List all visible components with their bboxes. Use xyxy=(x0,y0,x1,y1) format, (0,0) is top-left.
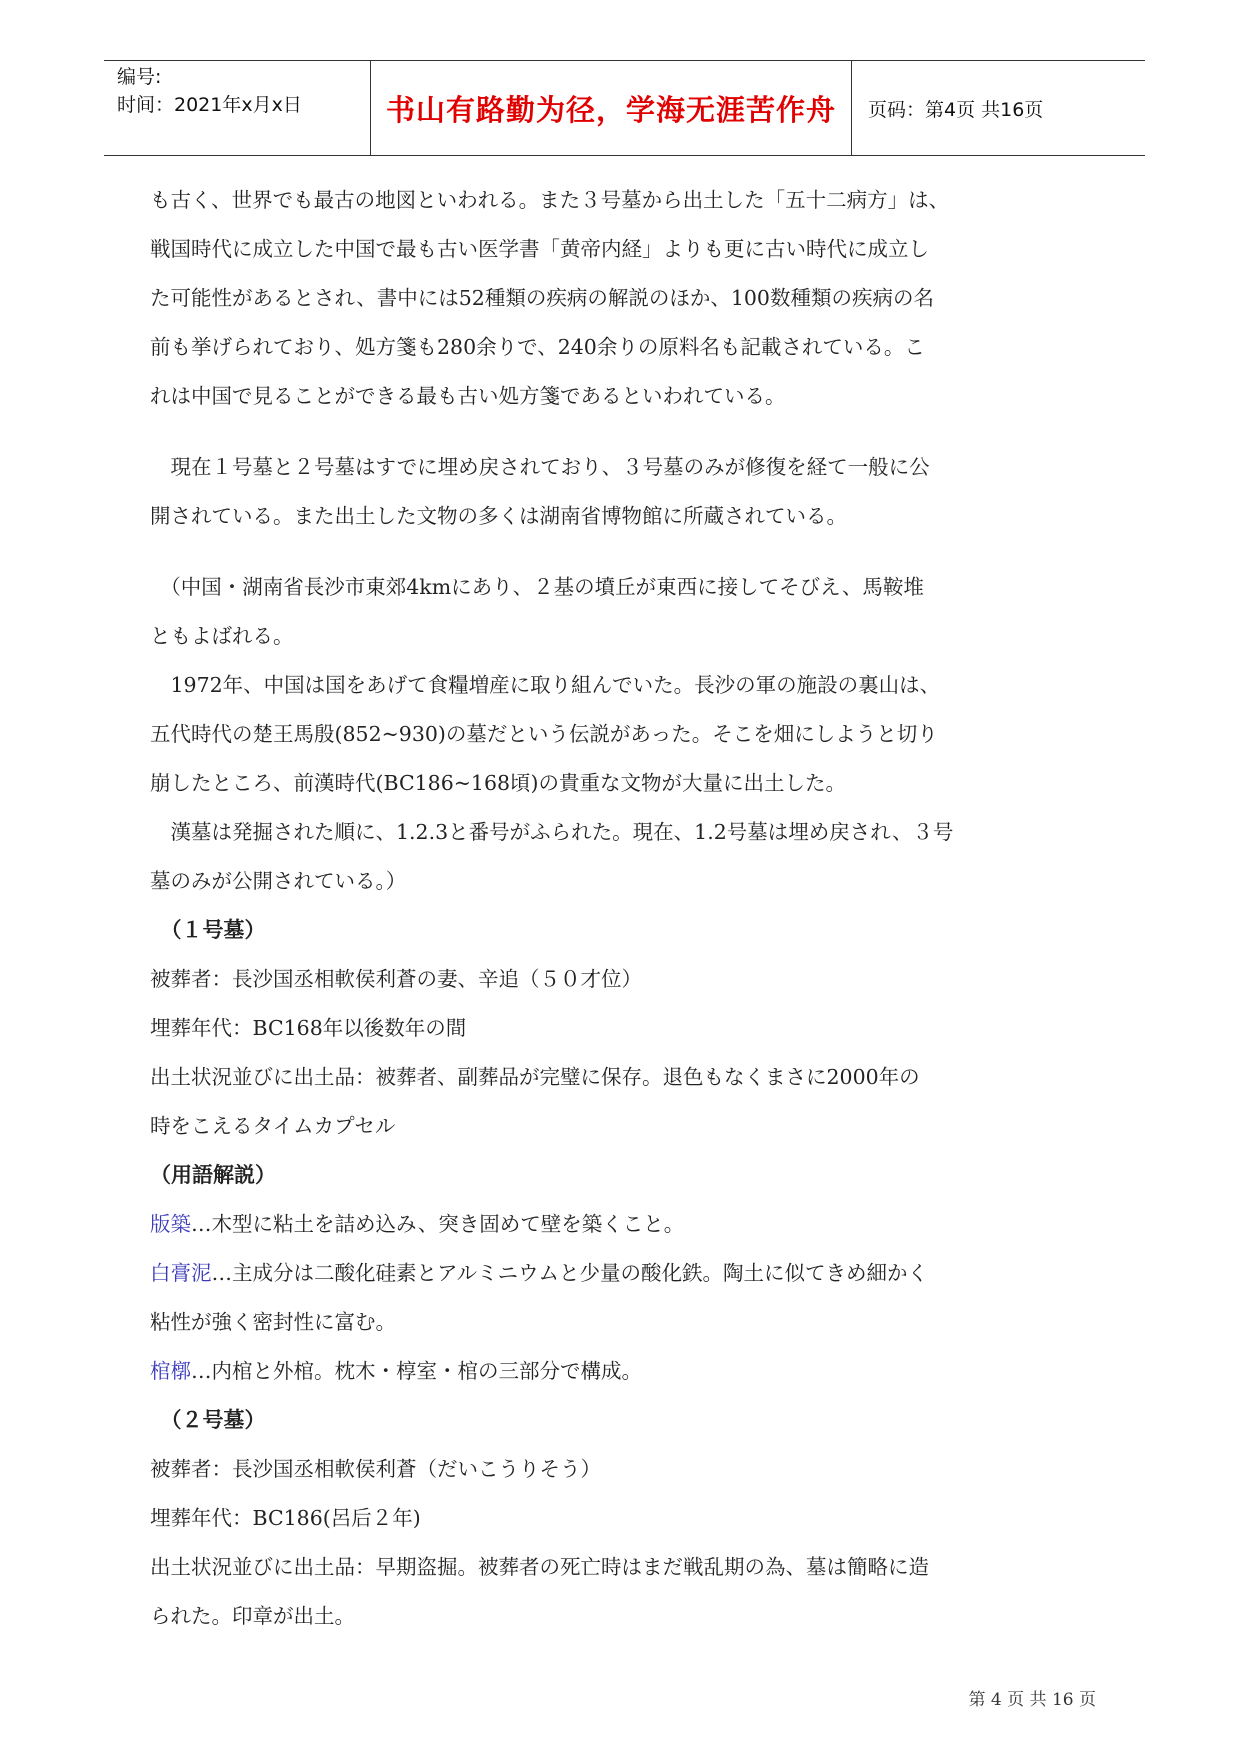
time-label: 时间：2021年x月x日 xyxy=(117,94,302,116)
tomb2-line: られた。印章が出土。 xyxy=(150,1604,355,1628)
paragraph-line: 現在１号墓と２号墓はすでに埋め戻されており、３号墓のみが修復を経て一般に公 xyxy=(150,455,930,479)
glossary-definition-cont: 粘性が強く密封性に富む。 xyxy=(150,1310,396,1334)
glossary-term: 白膏泥 xyxy=(150,1261,212,1285)
tomb2-line: 埋葬年代：BC186(呂后２年) xyxy=(150,1506,421,1530)
paragraph-line: 前も挙げられており、処方箋も280余りで、240余りの原料名も記載されている。こ xyxy=(150,335,925,359)
tomb1-line: 埋葬年代：BC168年以後数年の間 xyxy=(150,1016,467,1040)
glossary-definition: …主成分は二酸化硅素とアルミニウムと少量の酸化鉄。陶土に似てきめ細かく xyxy=(211,1261,928,1285)
tomb1-heading: （１号墓） xyxy=(150,918,266,942)
paragraph-line: れは中国で見ることができる最も古い処方箋であるといわれている。 xyxy=(150,384,786,408)
header-meta xyxy=(104,61,370,155)
paragraph-line: 五代時代の楚王馬殷(852~930)の墓だという伝説があった。そこを畑にしようと切り xyxy=(150,722,938,746)
paragraph-line: た可能性があるとされ、書中には52種類の疾病の解説のほか、100数種類の疾病の名 xyxy=(150,286,934,310)
glossary-definition: …木型に粘土を詰め込み、突き固めて壁を築くこと。 xyxy=(191,1212,685,1236)
page-label: 页码：第4页 共16页 xyxy=(868,98,1044,121)
glossary-heading: （用語解説） xyxy=(150,1163,276,1187)
paragraph-line: も古く、世界でも最古の地図といわれる。また３号墓から出土した「五十二病方」は、 xyxy=(150,188,950,212)
glossary-item xyxy=(150,1200,1100,1249)
glossary-definition: …内棺と外棺。枕木・椁室・棺の三部分で構成。 xyxy=(191,1359,642,1383)
glossary-term: 版築 xyxy=(150,1212,191,1236)
page-footer: 第 4 页 共 16 页 xyxy=(968,1690,1096,1710)
tomb2-line: 被葬者：長沙国丞相軟侯利蒼（だいこうりそう） xyxy=(150,1457,601,1481)
document-body xyxy=(150,176,1100,1641)
number-label: 编号: xyxy=(117,66,162,88)
paragraph-line: 1972年、中国は国をあげて食糧増産に取り組んでいた。長沙の軍の施設の裏山は、 xyxy=(150,673,941,697)
page-header xyxy=(104,60,1145,156)
glossary-item xyxy=(150,1347,1100,1396)
motto: 书山有路勤为径，学海无涯苦作舟 xyxy=(385,92,836,127)
tomb2-line: 出土状況並びに出土品：早期盗掘。被葬者の死亡時はまだ戦乱期の為、墓は簡略に造 xyxy=(150,1555,929,1579)
tomb1-line: 出土状況並びに出土品：被葬者、副葬品が完璧に保存。退色もなくまさに2000年の xyxy=(150,1065,920,1089)
paragraph-line: ともよばれる。 xyxy=(150,624,294,648)
header-motto-cell xyxy=(370,61,852,155)
paragraph-line: 墓のみが公開されている。） xyxy=(150,869,407,893)
paragraph-line: （中国・湖南省長沙市東郊4kmにあり、２基の墳丘が東西に接してそびえ、馬鞍堆 xyxy=(150,575,924,599)
paragraph-line: 崩したところ、前漢時代(BC186~168頃)の貴重な文物が大量に出土した。 xyxy=(150,771,847,795)
tomb1-line: 被葬者：長沙国丞相軟侯利蒼の妻、辛追（５０才位） xyxy=(150,967,642,991)
tomb2-heading: （２号墓） xyxy=(150,1408,266,1432)
header-page-cell xyxy=(852,61,1145,155)
paragraph-line: 漢墓は発掘された順に、1.2.3と番号がふられた。現在、1.2号墓は埋め戻され、３号 xyxy=(150,820,954,844)
paragraph-line: 戦国時代に成立した中国で最も古い医学書「黄帝内経」よりも更に古い時代に成立し xyxy=(150,237,929,261)
glossary-term: 棺槨 xyxy=(150,1359,191,1383)
glossary-item xyxy=(150,1249,1100,1298)
tomb1-line: 時をこえるタイムカプセル xyxy=(150,1114,396,1138)
paragraph-line: 開されている。また出土した文物の多くは湖南省博物館に所蔵されている。 xyxy=(150,504,847,528)
